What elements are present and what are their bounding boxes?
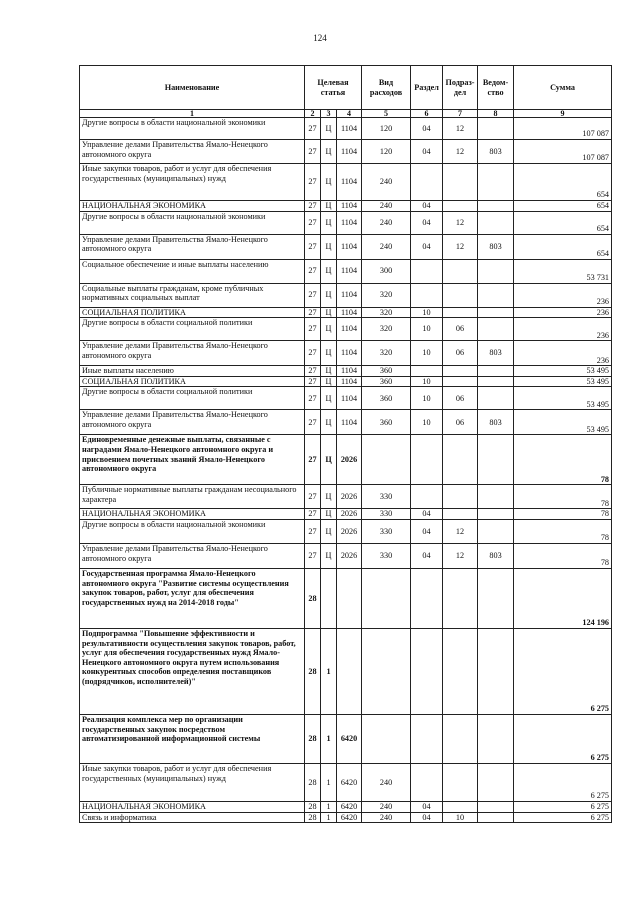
section-code — [411, 259, 443, 283]
target-code-subprogram: Ц — [321, 283, 337, 307]
column-index: 6 — [411, 110, 443, 118]
target-code-program: 27 — [305, 259, 321, 283]
target-code-program: 28 — [305, 763, 321, 801]
column-index: 3 — [321, 110, 337, 118]
subsection-code: 06 — [443, 410, 478, 435]
row-name: СОЦИАЛЬНАЯ ПОЛИТИКА — [80, 376, 305, 387]
table-row — [80, 543, 612, 568]
row-name: НАЦИОНАЛЬНАЯ ЭКОНОМИКА — [80, 201, 305, 212]
subsection-code — [443, 485, 478, 509]
row-sum: 654 — [514, 234, 612, 259]
subsection-code — [443, 435, 478, 485]
section-code: 04 — [411, 118, 443, 140]
department-code — [478, 485, 514, 509]
target-code-subprogram: Ц — [321, 201, 337, 212]
subsection-code — [443, 283, 478, 307]
row-sum: 53 495 — [514, 410, 612, 435]
target-code-direction — [337, 568, 362, 628]
expense-type-code: 360 — [362, 376, 411, 387]
column-index: 4 — [337, 110, 362, 118]
expense-type-code: 240 — [362, 801, 411, 812]
target-code-subprogram: Ц — [321, 234, 337, 259]
target-code-direction: 1104 — [337, 118, 362, 140]
table-row — [80, 435, 612, 485]
table-row — [80, 234, 612, 259]
target-code-program: 28 — [305, 628, 321, 714]
table-row — [80, 714, 612, 763]
section-code: 04 — [411, 211, 443, 234]
row-name: Реализация комплекса мер по организации государственных закупок посредством автоматизированной информационной системы — [80, 714, 305, 763]
department-code — [478, 387, 514, 410]
subsection-code — [443, 307, 478, 318]
target-code-direction: 2026 — [337, 485, 362, 509]
expense-type-code — [362, 568, 411, 628]
target-code-subprogram: Ц — [321, 164, 337, 201]
department-code — [478, 714, 514, 763]
row-sum: 124 196 — [514, 568, 612, 628]
target-code-program: 27 — [305, 341, 321, 366]
target-code-program: 28 — [305, 568, 321, 628]
subsection-code: 06 — [443, 387, 478, 410]
department-code — [478, 366, 514, 377]
subsection-code — [443, 568, 478, 628]
section-code: 04 — [411, 140, 443, 164]
subsection-code — [443, 366, 478, 377]
row-sum: 236 — [514, 283, 612, 307]
section-code: 04 — [411, 234, 443, 259]
department-code — [478, 201, 514, 212]
row-name: Единовременные денежные выплаты, связанные с наградами Ямало-Ненецкого автономного округа и присвоением почетных званий Ямало-Ненецкого автономного округа — [80, 435, 305, 485]
expense-type-code: 300 — [362, 259, 411, 283]
target-code-direction: 6420 — [337, 763, 362, 801]
subsection-code: 06 — [443, 318, 478, 341]
table-row — [80, 118, 612, 140]
department-code — [478, 568, 514, 628]
expense-type-code: 240 — [362, 234, 411, 259]
target-code-subprogram: Ц — [321, 519, 337, 543]
table-row — [80, 283, 612, 307]
row-name: Управление делами Правительства Ямало-Ненецкого автономного округа — [80, 140, 305, 164]
subsection-code: 12 — [443, 118, 478, 140]
department-code — [478, 509, 514, 520]
row-name: Социальное обеспечение и иные выплаты населению — [80, 259, 305, 283]
row-sum: 654 — [514, 211, 612, 234]
expense-type-code: 320 — [362, 341, 411, 366]
section-code: 04 — [411, 801, 443, 812]
table-row — [80, 509, 612, 520]
header-subsection: Подраз-дел — [443, 66, 478, 110]
subsection-code — [443, 714, 478, 763]
row-sum: 107 087 — [514, 118, 612, 140]
subsection-code: 12 — [443, 519, 478, 543]
row-sum: 53 495 — [514, 376, 612, 387]
target-code-direction: 1104 — [337, 211, 362, 234]
row-sum: 78 — [514, 435, 612, 485]
target-code-direction: 1104 — [337, 366, 362, 377]
subsection-code: 12 — [443, 543, 478, 568]
table-row — [80, 485, 612, 509]
row-sum: 654 — [514, 201, 612, 212]
column-index: 5 — [362, 110, 411, 118]
target-code-direction: 6420 — [337, 801, 362, 812]
row-name: Иные выплаты населению — [80, 366, 305, 377]
subsection-code — [443, 763, 478, 801]
header-name: Наименование — [80, 66, 305, 110]
expense-type-code: 330 — [362, 519, 411, 543]
row-name: Социальные выплаты гражданам, кроме публичных нормативных социальных выплат — [80, 283, 305, 307]
expense-type-code: 320 — [362, 283, 411, 307]
row-name: Управление делами Правительства Ямало-Ненецкого автономного округа — [80, 410, 305, 435]
expense-type-code: 320 — [362, 307, 411, 318]
target-code-direction: 6420 — [337, 812, 362, 823]
expense-type-code — [362, 714, 411, 763]
department-code — [478, 307, 514, 318]
header-row — [80, 66, 612, 110]
target-code-subprogram: 1 — [321, 763, 337, 801]
target-code-subprogram: Ц — [321, 140, 337, 164]
section-code: 04 — [411, 543, 443, 568]
column-index: 8 — [478, 110, 514, 118]
section-code: 10 — [411, 318, 443, 341]
table-row — [80, 519, 612, 543]
row-name: Другие вопросы в области социальной политики — [80, 387, 305, 410]
section-code — [411, 485, 443, 509]
target-code-subprogram: Ц — [321, 509, 337, 520]
section-code: 04 — [411, 509, 443, 520]
section-code: 10 — [411, 376, 443, 387]
target-code-subprogram: Ц — [321, 259, 337, 283]
row-sum: 654 — [514, 164, 612, 201]
row-name: НАЦИОНАЛЬНАЯ ЭКОНОМИКА — [80, 509, 305, 520]
department-code — [478, 118, 514, 140]
target-code-direction: 2026 — [337, 509, 362, 520]
target-code-subprogram: 1 — [321, 628, 337, 714]
row-sum: 6 275 — [514, 812, 612, 823]
row-name: Управление делами Правительства Ямало-Ненецкого автономного округа — [80, 543, 305, 568]
target-code-subprogram: 1 — [321, 714, 337, 763]
target-code-direction: 1104 — [337, 201, 362, 212]
department-code: 803 — [478, 341, 514, 366]
table-row — [80, 318, 612, 341]
target-code-subprogram: 1 — [321, 812, 337, 823]
department-code: 803 — [478, 234, 514, 259]
expense-type-code: 360 — [362, 387, 411, 410]
row-sum: 6 275 — [514, 763, 612, 801]
row-name: Иные закупки товаров, работ и услуг для обеспечения государственных (муниципальных) нужд — [80, 763, 305, 801]
target-code-program: 27 — [305, 307, 321, 318]
subsection-code — [443, 164, 478, 201]
subsection-code — [443, 509, 478, 520]
target-code-program: 28 — [305, 801, 321, 812]
subsection-code — [443, 628, 478, 714]
header-sum: Сумма — [514, 66, 612, 110]
expense-type-code — [362, 435, 411, 485]
target-code-program: 27 — [305, 366, 321, 377]
department-code — [478, 801, 514, 812]
target-code-subprogram: Ц — [321, 341, 337, 366]
target-code-direction: 2026 — [337, 435, 362, 485]
row-name: Другие вопросы в области национальной экономики — [80, 211, 305, 234]
expense-type-code: 240 — [362, 763, 411, 801]
target-code-subprogram: Ц — [321, 485, 337, 509]
target-code-program: 27 — [305, 435, 321, 485]
target-code-direction: 2026 — [337, 543, 362, 568]
target-code-subprogram: Ц — [321, 410, 337, 435]
expense-type-code: 240 — [362, 164, 411, 201]
table-row — [80, 376, 612, 387]
row-name: Публичные нормативные выплаты гражданам несоциального характера — [80, 485, 305, 509]
section-code: 10 — [411, 341, 443, 366]
section-code: 04 — [411, 812, 443, 823]
subsection-code — [443, 801, 478, 812]
row-sum: 78 — [514, 509, 612, 520]
target-code-direction: 1104 — [337, 341, 362, 366]
target-code-program: 27 — [305, 410, 321, 435]
table-row — [80, 341, 612, 366]
subsection-code — [443, 259, 478, 283]
target-code-direction: 1104 — [337, 410, 362, 435]
row-name: Подпрограмма "Повышение эффективности и результативности осуществления закупок товаров, работ, услуг для обеспечения государственных нужд Ямало-Ненецкого автономного округа путем использования конкурентных способов определения поставщиков (подрядчиков, исполнителей)" — [80, 628, 305, 714]
table-row — [80, 140, 612, 164]
target-code-program: 27 — [305, 387, 321, 410]
row-sum: 6 275 — [514, 714, 612, 763]
department-code — [478, 376, 514, 387]
department-code — [478, 763, 514, 801]
page-number: 124 — [313, 33, 327, 43]
section-code: 10 — [411, 410, 443, 435]
department-code — [478, 435, 514, 485]
section-code — [411, 568, 443, 628]
target-code-direction: 1104 — [337, 234, 362, 259]
target-code-program: 28 — [305, 714, 321, 763]
target-code-direction: 1104 — [337, 376, 362, 387]
table-row — [80, 201, 612, 212]
row-name: Управление делами Правительства Ямало-Ненецкого автономного округа — [80, 341, 305, 366]
target-code-direction: 1104 — [337, 259, 362, 283]
target-code-direction: 1104 — [337, 164, 362, 201]
target-code-direction — [337, 628, 362, 714]
row-name: Государственная программа Ямало-Ненецкого автономного округа "Развитие системы осуществления закупок товаров, работ, услуг для обеспечения государственных нужд на 2014-2018 годы" — [80, 568, 305, 628]
subsection-code — [443, 376, 478, 387]
department-code — [478, 519, 514, 543]
table-row — [80, 410, 612, 435]
table-row — [80, 801, 612, 812]
department-code — [478, 318, 514, 341]
expense-type-code: 240 — [362, 211, 411, 234]
target-code-direction: 2026 — [337, 519, 362, 543]
department-code: 803 — [478, 140, 514, 164]
target-code-program: 27 — [305, 376, 321, 387]
table-row — [80, 387, 612, 410]
target-code-program: 27 — [305, 283, 321, 307]
row-name: НАЦИОНАЛЬНАЯ ЭКОНОМИКА — [80, 801, 305, 812]
subsection-code: 12 — [443, 140, 478, 164]
expense-type-code: 360 — [362, 410, 411, 435]
target-code-program: 27 — [305, 509, 321, 520]
section-code — [411, 366, 443, 377]
row-sum: 236 — [514, 318, 612, 341]
budget-table — [79, 65, 612, 823]
section-code — [411, 628, 443, 714]
target-code-program: 27 — [305, 519, 321, 543]
subsection-code — [443, 201, 478, 212]
row-name: Другие вопросы в области национальной экономики — [80, 519, 305, 543]
expense-type-code: 330 — [362, 485, 411, 509]
section-code — [411, 763, 443, 801]
table-row — [80, 568, 612, 628]
section-code — [411, 164, 443, 201]
target-code-direction: 1104 — [337, 387, 362, 410]
header-target-article: Целевая статья — [305, 66, 362, 110]
expense-type-code: 240 — [362, 201, 411, 212]
target-code-program: 27 — [305, 211, 321, 234]
expense-type-code: 360 — [362, 366, 411, 377]
column-index: 7 — [443, 110, 478, 118]
section-code: 10 — [411, 387, 443, 410]
department-code: 803 — [478, 410, 514, 435]
header-section: Раздел — [411, 66, 443, 110]
target-code-subprogram: Ц — [321, 366, 337, 377]
department-code: 803 — [478, 543, 514, 568]
row-name: Другие вопросы в области социальной политики — [80, 318, 305, 341]
target-code-subprogram: Ц — [321, 387, 337, 410]
row-name: Связь и информатика — [80, 812, 305, 823]
row-sum: 78 — [514, 485, 612, 509]
department-code — [478, 812, 514, 823]
header-expense-type: Вид расходов — [362, 66, 411, 110]
expense-type-code: 330 — [362, 543, 411, 568]
row-sum: 236 — [514, 307, 612, 318]
target-code-program: 27 — [305, 234, 321, 259]
row-sum: 78 — [514, 519, 612, 543]
row-name: Другие вопросы в области национальной экономики — [80, 118, 305, 140]
subsection-code: 12 — [443, 234, 478, 259]
target-code-subprogram: Ц — [321, 211, 337, 234]
target-code-direction: 1104 — [337, 283, 362, 307]
column-index-row — [80, 110, 612, 118]
department-code — [478, 283, 514, 307]
subsection-code: 12 — [443, 211, 478, 234]
section-code: 10 — [411, 307, 443, 318]
row-sum: 53 495 — [514, 366, 612, 377]
row-name: СОЦИАЛЬНАЯ ПОЛИТИКА — [80, 307, 305, 318]
section-code: 04 — [411, 201, 443, 212]
target-code-direction: 1104 — [337, 307, 362, 318]
table-row — [80, 211, 612, 234]
target-code-subprogram: Ц — [321, 318, 337, 341]
section-code: 04 — [411, 519, 443, 543]
target-code-subprogram: Ц — [321, 435, 337, 485]
section-code — [411, 283, 443, 307]
column-index: 1 — [80, 110, 305, 118]
table-row — [80, 812, 612, 823]
row-sum: 6 275 — [514, 628, 612, 714]
row-sum: 53 731 — [514, 259, 612, 283]
row-sum: 53 495 — [514, 387, 612, 410]
target-code-subprogram: Ц — [321, 118, 337, 140]
target-code-subprogram: Ц — [321, 307, 337, 318]
expense-type-code: 120 — [362, 140, 411, 164]
target-code-program: 27 — [305, 318, 321, 341]
row-sum: 78 — [514, 543, 612, 568]
table-row — [80, 259, 612, 283]
row-name: Управление делами Правительства Ямало-Ненецкого автономного округа — [80, 234, 305, 259]
subsection-code: 06 — [443, 341, 478, 366]
department-code — [478, 628, 514, 714]
section-code — [411, 714, 443, 763]
target-code-direction: 1104 — [337, 318, 362, 341]
column-index: 9 — [514, 110, 612, 118]
column-index: 2 — [305, 110, 321, 118]
target-code-program: 27 — [305, 485, 321, 509]
target-code-program: 27 — [305, 118, 321, 140]
row-sum: 236 — [514, 341, 612, 366]
expense-type-code: 320 — [362, 318, 411, 341]
table-row — [80, 307, 612, 318]
header-department: Ведом-ство — [478, 66, 514, 110]
department-code — [478, 164, 514, 201]
target-code-program: 27 — [305, 164, 321, 201]
department-code — [478, 259, 514, 283]
target-code-direction: 6420 — [337, 714, 362, 763]
subsection-code: 10 — [443, 812, 478, 823]
table-body — [80, 118, 612, 823]
target-code-program: 27 — [305, 201, 321, 212]
target-code-subprogram — [321, 568, 337, 628]
expense-type-code — [362, 628, 411, 714]
row-sum: 6 275 — [514, 801, 612, 812]
table-row — [80, 366, 612, 377]
target-code-subprogram: Ц — [321, 543, 337, 568]
section-code — [411, 435, 443, 485]
department-code — [478, 211, 514, 234]
table-row — [80, 763, 612, 801]
row-name: Иные закупки товаров, работ и услуг для обеспечения государственных (муниципальных) нужд — [80, 164, 305, 201]
row-sum: 107 087 — [514, 140, 612, 164]
expense-type-code: 120 — [362, 118, 411, 140]
target-code-direction: 1104 — [337, 140, 362, 164]
expense-type-code: 330 — [362, 509, 411, 520]
table-row — [80, 628, 612, 714]
target-code-program: 28 — [305, 812, 321, 823]
table-row — [80, 164, 612, 201]
target-code-program: 27 — [305, 543, 321, 568]
target-code-subprogram: 1 — [321, 801, 337, 812]
target-code-program: 27 — [305, 140, 321, 164]
target-code-subprogram: Ц — [321, 376, 337, 387]
expense-type-code: 240 — [362, 812, 411, 823]
